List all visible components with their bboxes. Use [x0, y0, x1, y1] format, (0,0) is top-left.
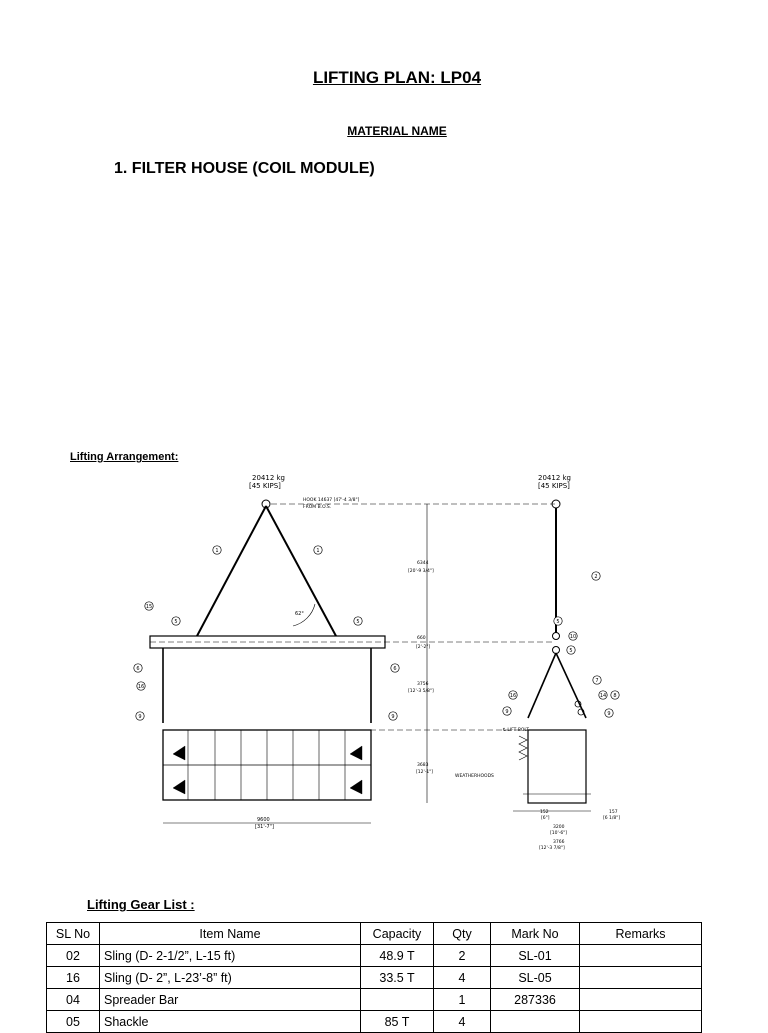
dim-beam-b: [2'-2"]: [416, 645, 431, 650]
weatherhood-label: WEATHERHOODS: [455, 774, 494, 779]
callout-number: 5: [174, 618, 178, 625]
cell-item-name: Sling (D- 2-1/2”, L-15 ft): [100, 945, 361, 967]
callout-number: 6: [136, 665, 140, 672]
cell-capacity: [361, 989, 434, 1011]
callout-number: 5: [569, 647, 573, 654]
callout-number: 15: [145, 603, 153, 610]
col-capacity: Capacity: [361, 923, 434, 945]
callout-number: 16: [137, 683, 145, 690]
callout-number: 9: [505, 708, 509, 715]
callout-number: 1: [215, 547, 219, 554]
table-header-row: [47, 923, 702, 945]
table-row: [47, 945, 702, 967]
table-row: [47, 967, 702, 989]
lifting-arrangement-drawing: [125, 468, 625, 858]
load-left-1: 20412 kg: [252, 474, 285, 482]
dim-beam: 660: [417, 636, 426, 641]
page-title: LIFTING PLAN: LP04: [312, 68, 482, 87]
dim-r1: 152: [540, 810, 549, 815]
dim-r2: 157: [609, 810, 618, 815]
callout-number: 10: [569, 633, 577, 640]
dim-r1b: [6"]: [541, 816, 550, 821]
cell-capacity: 85 T: [361, 1011, 434, 1033]
dim-base: 3683: [417, 763, 429, 768]
lifting-gear-label: Lifting Gear List :: [87, 897, 195, 912]
dim-mid-b: [12'-3 5/8"]: [408, 689, 434, 694]
cell-qty: 1: [434, 989, 491, 1011]
col-qty: Qty: [434, 923, 491, 945]
callout-number: 9: [391, 713, 395, 720]
callout-number: 5: [556, 618, 560, 625]
callout-number: 16: [509, 692, 517, 699]
dim-r4: 3766: [553, 840, 565, 845]
hook-note-2: FROM B.O.S.: [303, 505, 332, 510]
callout-number: 9: [607, 710, 611, 717]
col-item-name: Item Name: [100, 923, 361, 945]
cell-qty: 4: [434, 1011, 491, 1033]
cell-capacity: 48.9 T: [361, 945, 434, 967]
cell-remarks: [580, 1011, 702, 1033]
dim-base-b: [12'-1"]: [416, 770, 434, 775]
material-name: MATERIAL NAME: [347, 124, 447, 138]
col-mark-no: Mark No: [491, 923, 580, 945]
load-right-1: 20412 kg: [538, 474, 571, 482]
dim-r2b: [6 1/8"]: [603, 816, 621, 821]
cell-mark-no: 287336: [491, 989, 580, 1011]
cell-sl-no: 05: [47, 1011, 100, 1033]
callout-number: 7: [595, 677, 599, 684]
dim-height-1b: [20'-9 3/4"]: [408, 569, 434, 574]
cell-sl-no: 04: [47, 989, 100, 1011]
lift-bolt: ℄ LIFT BOLT: [503, 728, 530, 733]
cell-qty: 4: [434, 967, 491, 989]
lifting-arrangement-label: Lifting Arrangement:: [70, 451, 179, 463]
cell-remarks: [580, 967, 702, 989]
cell-mark-no: [491, 1011, 580, 1033]
callout-number: 6: [393, 665, 397, 672]
cell-qty: 2: [434, 945, 491, 967]
cell-item-name: Sling (D- 2”, L-23’-8” ft): [100, 967, 361, 989]
load-right-2: [45 KIPS]: [538, 482, 570, 490]
dim-width: 9600: [257, 817, 270, 823]
callout-number: 8: [613, 692, 617, 699]
callout-number: 14: [599, 692, 607, 699]
lifting-gear-table: [46, 922, 702, 1033]
angle-label: 62°: [295, 611, 304, 617]
cell-mark-no: SL-01: [491, 945, 580, 967]
col-remarks: Remarks: [580, 923, 702, 945]
dim-r3b: [10'-6"]: [550, 831, 568, 836]
load-left-2: [45 KIPS]: [249, 482, 281, 490]
callout-group: [134, 546, 619, 720]
table-row: [47, 989, 702, 1011]
section-heading: 1. FILTER HOUSE (COIL MODULE): [114, 160, 375, 177]
callout-number: 9: [138, 713, 142, 720]
hook-note-1: HOOK 14637 [47'-4 3/8"]: [303, 498, 360, 503]
side-view: [150, 474, 555, 830]
col-sl-no: SL No: [47, 923, 100, 945]
dim-mid: 3756: [417, 682, 429, 687]
table-row: [47, 1011, 702, 1033]
cell-mark-no: SL-05: [491, 967, 580, 989]
callout-number: 5: [356, 618, 360, 625]
cell-item-name: Spreader Bar: [100, 989, 361, 1011]
cell-remarks: [580, 989, 702, 1011]
dim-r3: 3200: [553, 825, 565, 830]
callout-number: 1: [316, 547, 320, 554]
dim-r4b: [12'-3 7/8"]: [539, 846, 565, 851]
cell-item-name: Shackle: [100, 1011, 361, 1033]
dim-height-1: 6344: [417, 561, 429, 566]
cell-sl-no: 16: [47, 967, 100, 989]
dim-width-b: [31'-7"]: [255, 824, 274, 830]
callout-number: 2: [594, 573, 598, 580]
end-view: [455, 474, 620, 851]
cell-capacity: 33.5 T: [361, 967, 434, 989]
cell-sl-no: 02: [47, 945, 100, 967]
cell-remarks: [580, 945, 702, 967]
